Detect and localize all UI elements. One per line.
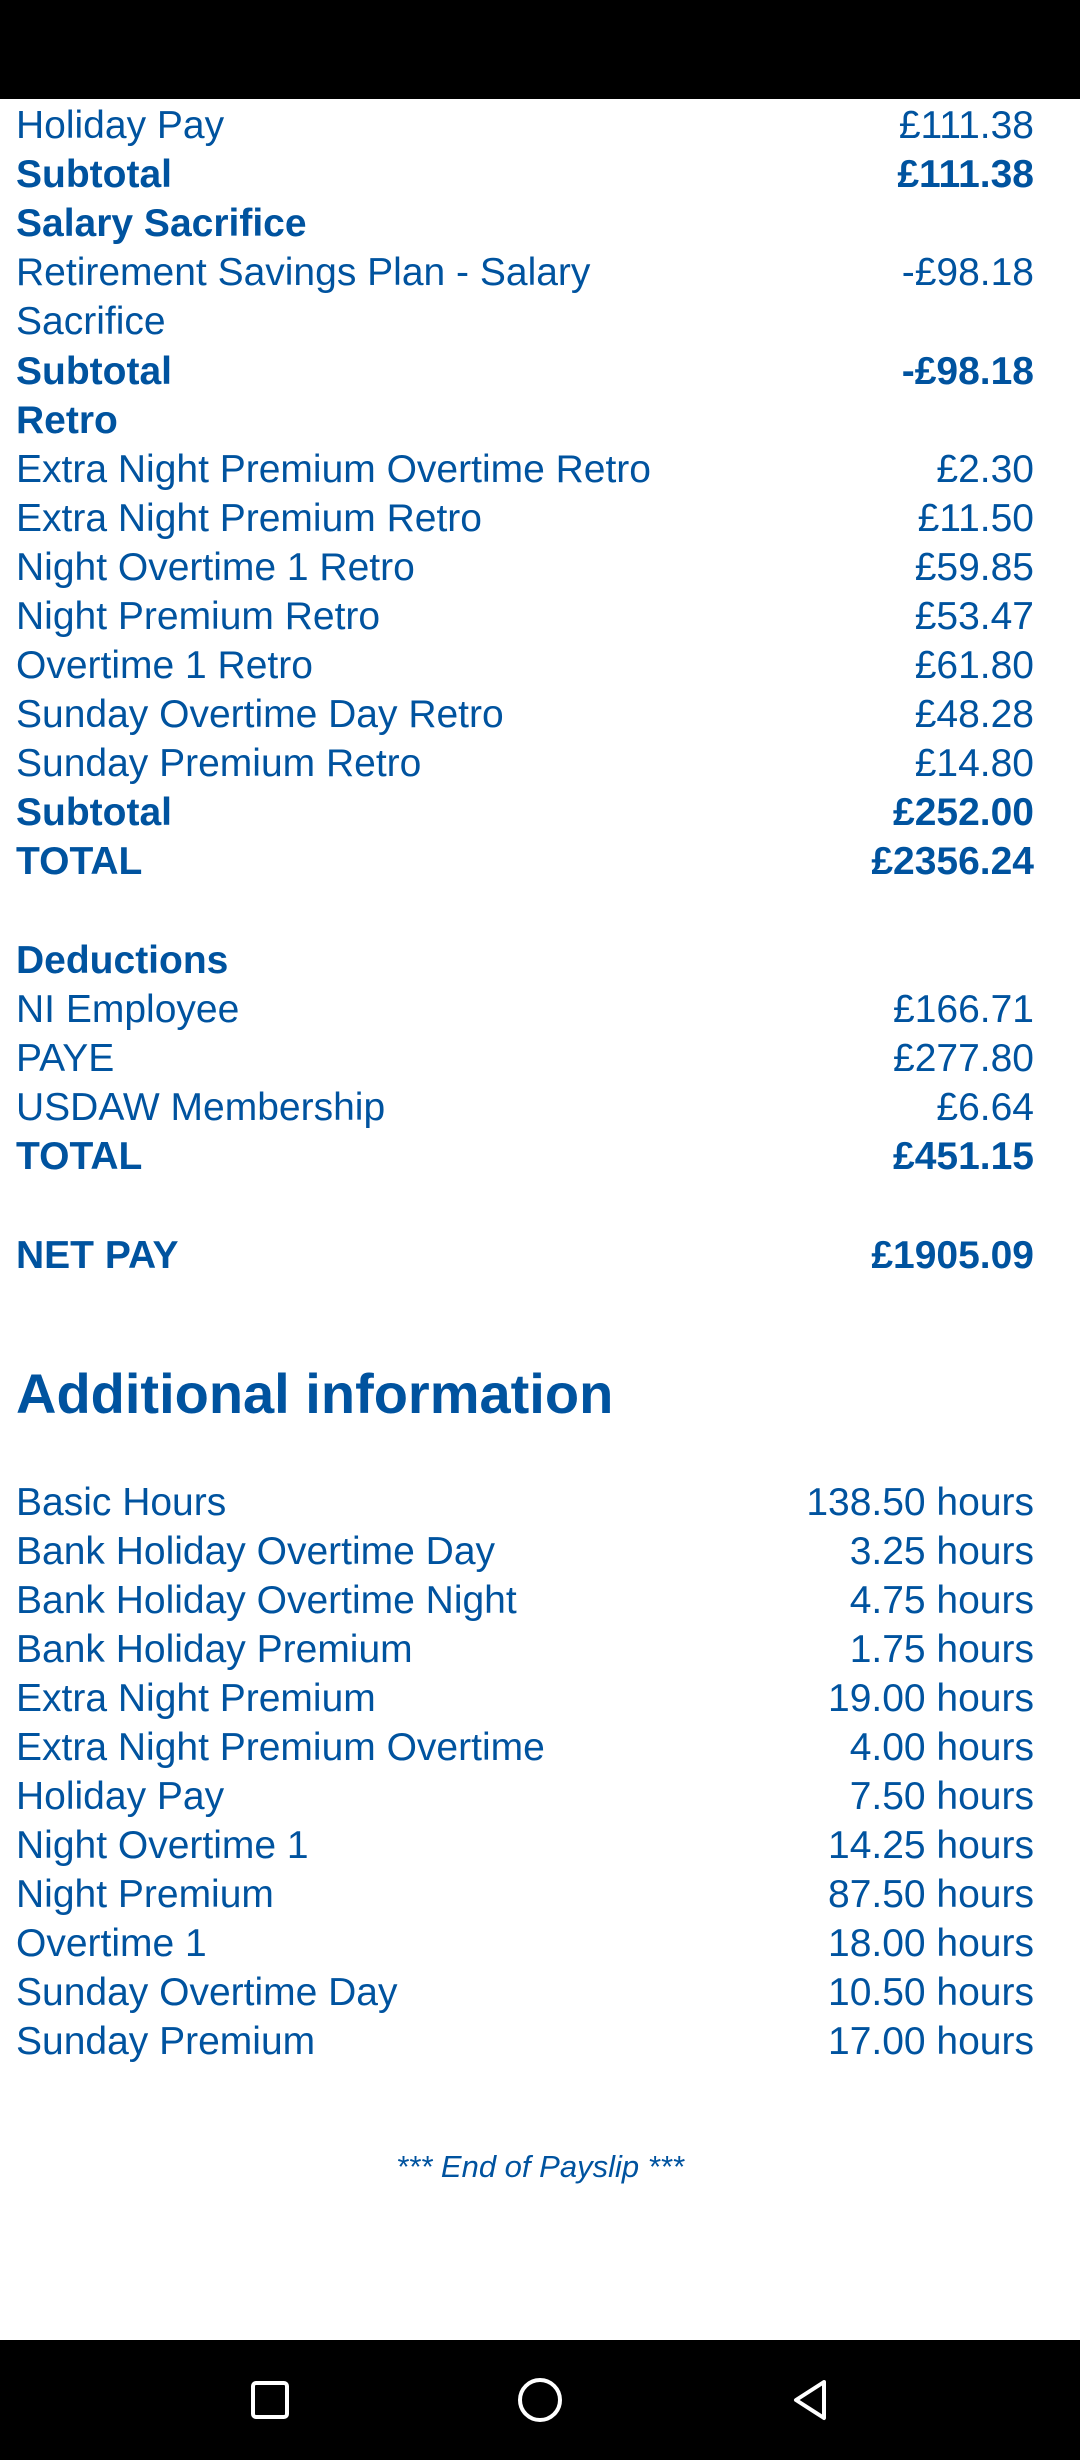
row-label: Sunday Overtime Day Retro (16, 693, 504, 736)
row-value: 87.50 hours (828, 1873, 1034, 1916)
row-value: £2356.24 (871, 840, 1034, 883)
row-label: Subtotal (16, 791, 172, 834)
row-label: Night Premium (16, 1873, 274, 1916)
row-value: 14.25 hours (828, 1824, 1034, 1867)
row-value: 3.25 hours (849, 1530, 1034, 1573)
row-value: 4.00 hours (849, 1726, 1034, 1769)
row-value: £277.80 (893, 1037, 1034, 1080)
row-value: £53.47 (914, 595, 1034, 638)
row-label: Sunday Premium (16, 2020, 316, 2063)
triangle-back-icon (780, 2370, 840, 2430)
row-label: Subtotal (16, 153, 172, 196)
row-label: Night Premium Retro (16, 595, 381, 638)
row-value: £48.28 (914, 693, 1034, 736)
row-value: £6.64 (936, 1086, 1034, 1129)
status-bar (0, 0, 1080, 99)
end-of-payslip-note: *** End of Payslip *** (396, 2149, 684, 2184)
row-label: Bank Holiday Premium (16, 1628, 413, 1671)
row-value: £111.38 (897, 153, 1034, 196)
row-label: Sunday Premium Retro (16, 742, 422, 785)
row-value: £14.80 (914, 742, 1034, 785)
row-label: Night Overtime 1 (16, 1824, 309, 1867)
row-label: Bank Holiday Overtime Day (16, 1530, 496, 1573)
row-value: £11.50 (917, 497, 1034, 540)
row-value: £166.71 (893, 988, 1034, 1031)
row-label: Night Overtime 1 Retro (16, 546, 415, 589)
row-label: TOTAL (16, 1135, 143, 1178)
row-value: £1905.09 (871, 1234, 1034, 1277)
row-value: £252.00 (893, 791, 1034, 834)
row-label: Retirement Savings Plan - Salary Sacrifice (16, 251, 591, 343)
row-label: PAYE (16, 1037, 115, 1080)
row-label: NI Employee (16, 988, 240, 1031)
row-value: £61.80 (914, 644, 1034, 687)
row-label: Overtime 1 (16, 1922, 207, 1965)
row-label: Subtotal (16, 350, 172, 393)
row-label: Overtime 1 Retro (16, 644, 313, 687)
row-label: TOTAL (16, 840, 143, 883)
row-label: Extra Night Premium (16, 1677, 376, 1720)
row-label: Holiday Pay (16, 1775, 225, 1818)
row-value: 1.75 hours (849, 1628, 1034, 1671)
earning-row-rsp (16, 248, 1034, 346)
row-value: 18.00 hours (828, 1922, 1034, 1965)
home-button[interactable] (510, 2370, 570, 2430)
row-label: Extra Night Premium Overtime Retro (16, 448, 651, 491)
row-value: 17.00 hours (828, 2020, 1034, 2063)
row-value: £451.15 (893, 1135, 1034, 1178)
row-value: £59.85 (914, 546, 1034, 589)
row-label: USDAW Membership (16, 1086, 386, 1129)
row-value: 10.50 hours (828, 1971, 1034, 2014)
row-value: -£98.18 (901, 251, 1034, 294)
additional-info-title: Additional information (16, 1362, 614, 1425)
row-label: Basic Hours (16, 1481, 227, 1524)
row-label: Holiday Pay (16, 104, 225, 147)
row-value: 7.50 hours (849, 1775, 1034, 1818)
row-label: Sunday Overtime Day (16, 1971, 398, 2014)
section-heading-label: Deductions (16, 939, 229, 982)
row-value: -£98.18 (901, 350, 1034, 393)
back-button[interactable] (780, 2370, 840, 2430)
row-value: 19.00 hours (828, 1677, 1034, 1720)
navigation-bar (0, 2340, 1080, 2460)
recent-apps-button[interactable] (240, 2370, 300, 2430)
row-label: Extra Night Premium Overtime (16, 1726, 545, 1769)
section-heading-label: Salary Sacrifice (16, 202, 307, 245)
row-label: Extra Night Premium Retro (16, 497, 482, 540)
row-value: £111.38 (898, 104, 1034, 147)
square-icon (240, 2370, 300, 2430)
row-value: 4.75 hours (849, 1579, 1034, 1622)
row-value: 138.50 hours (806, 1481, 1034, 1524)
row-value: £2.30 (936, 448, 1034, 491)
section-heading-label: Retro (16, 399, 118, 442)
row-label: NET PAY (16, 1234, 179, 1277)
circle-icon (510, 2370, 570, 2430)
row-label: Bank Holiday Overtime Night (16, 1579, 517, 1622)
